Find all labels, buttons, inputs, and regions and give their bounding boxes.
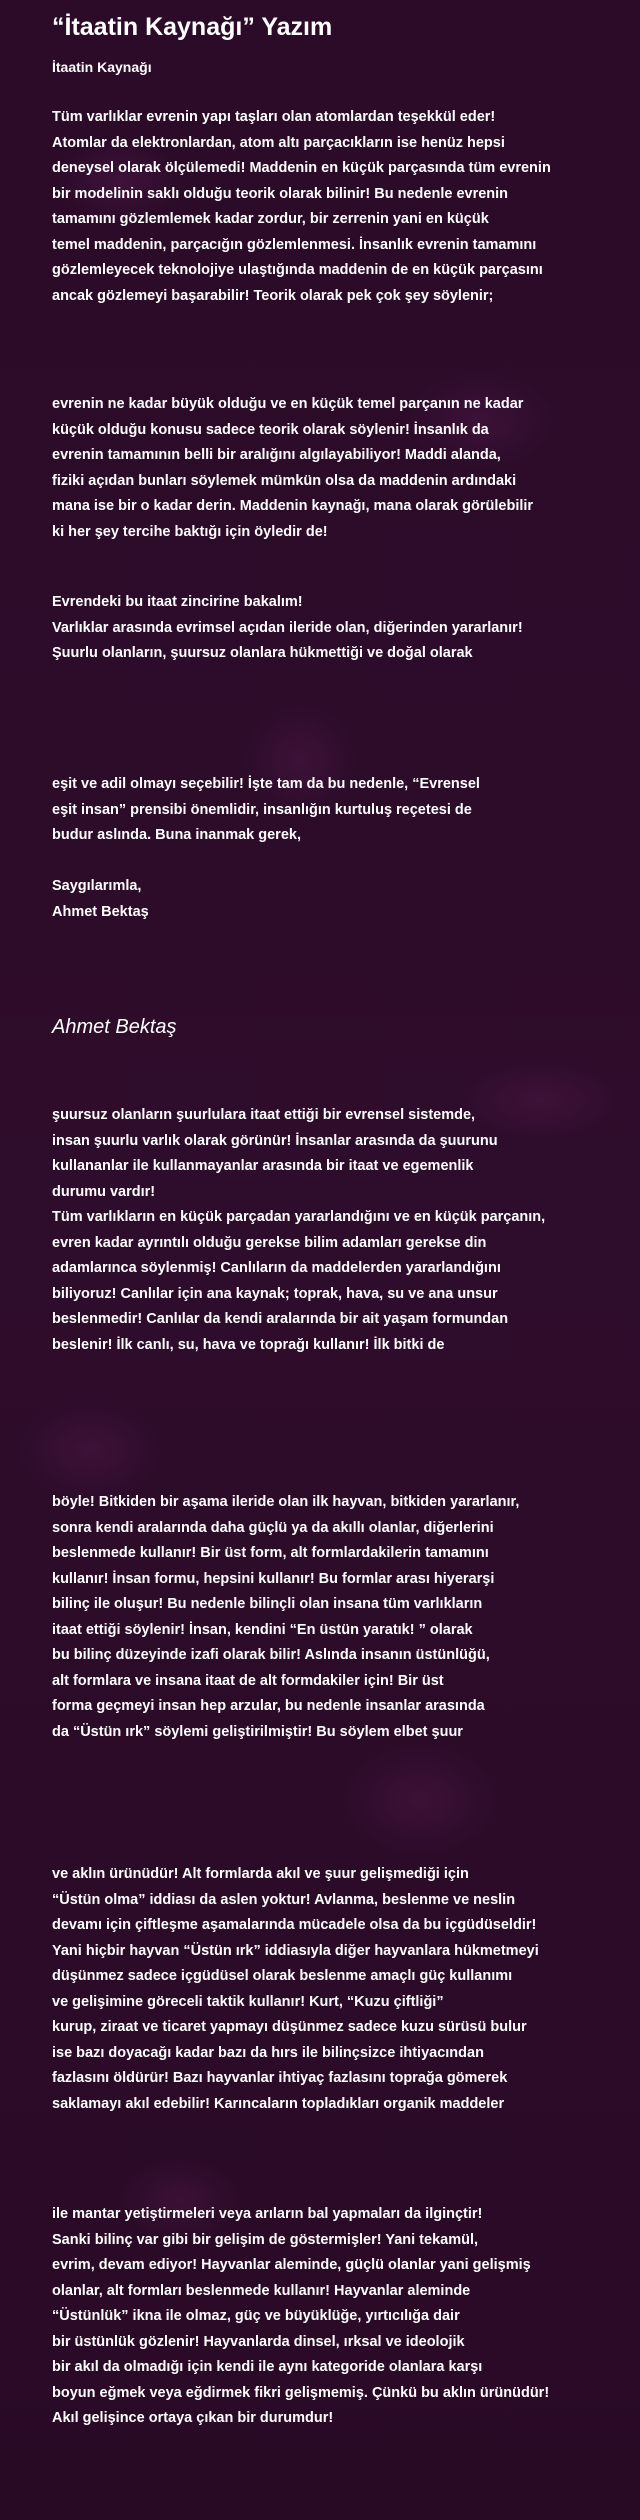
text-line: evrenin ne kadar büyük olduğu ve en küçük temel parçanın ne kadar: [52, 396, 524, 412]
text-line: da “Üstün ırk” söylemi geliştirilmiştir! Bu söylem elbet şuur: [52, 1723, 463, 1740]
text-line: Sanki bilinç var gibi bir gelişim de göstermişler! Yani tekamül,: [52, 2231, 479, 2248]
text-line: sonra kendi aralarında daha güçlü ya da akıllı olanlar, diğerlerini: [52, 1519, 494, 1536]
text-line: deneysel olarak ölçülemedi! Maddenin en küçük parçasında tüm evrenin: [52, 160, 551, 176]
text-line: temel maddenin, parçacığın gözlemlenmesi. İnsanlık evrenin tamamını: [52, 236, 537, 253]
text-line: eşit ve adil olmayı seçebilir! İşte tam da bu nedenle, “Evrensel: [52, 776, 480, 792]
text-line: alt formlara ve insana itaat de alt formdakiler için! Bir üst: [52, 1672, 444, 1689]
text-line: ve gelişimine göreceli taktik kullanır! Kurt, “Kuzu çiftliği”: [52, 1993, 444, 2010]
text-line: evrenin tamamının belli bir aralığını algılayabiliyor! Maddi alanda,: [52, 447, 501, 463]
poem-paragraph: [52, 1490, 519, 1745]
text-line: biliyoruz! Canlılar için ana kaynak; toprak, hava, su ve ana unsur: [52, 1285, 498, 1302]
text-line: fazlasını öldürür! Bazı hayvanlar ihtiyaç fazlasını toprağa gömerek: [52, 2070, 508, 2086]
text-line: boyun eğmek veya eğdirmek fikri gelişmemiş. Çünkü bu aklın ürünüdür!: [52, 2384, 550, 2401]
text-line: Yani hiçbir hayvan “Üstün ırk” iddiasıyla diğer hayvanlara hükmetmeyi: [52, 1942, 539, 1959]
text-line: saklamayı akıl edebilir! Karıncaların topladıkları organik maddeler: [52, 2095, 505, 2112]
text-line: ile mantar yetiştirmeleri veya arıların bal yapmaları da ilginçtir!: [52, 2206, 483, 2222]
text-line: gözlemleyecek teknolojiye ulaştığında maddenin de en küçük parçasını: [52, 262, 543, 278]
text-line: budur aslında. Buna inanmak gerek,: [52, 827, 301, 843]
text-line: evren kadar ayrıntılı olduğu gerekse bilim adamları gerekse din: [52, 1234, 487, 1251]
poem-title: “İtaatin Kaynağı” Yazım: [52, 13, 333, 41]
text-line: beslenmedir! Canlılar da kendi aralarında bir ait yaşam formundan: [52, 1311, 509, 1327]
text-line: kullananlar ile kullanmayanlar arasında bir itaat ve egemenlik: [52, 1158, 474, 1174]
text-line: Tüm varlıklar evrenin yapı taşları olan atomlardan teşekkül eder!: [52, 109, 496, 125]
text-line: kurup, ziraat ve ticaret yapmayı düşünmez sadece kuzu sürüsü bulur: [52, 2019, 527, 2035]
text-line: adamlarınca söylenmiş! Canlıların da maddelerden yararlandığını: [52, 1260, 501, 1276]
text-line: kullanır! İnsan formu, hepsini kullanır! Bu formlar arası hiyerarşi: [52, 1570, 495, 1587]
text-line: “Üstün olma” iddiası da aslen yoktur! Avlanma, beslenme ve neslin: [52, 1891, 516, 1908]
poem-paragraph: [52, 2202, 549, 2432]
text-line: küçük olduğu konusu sadece teorik olarak söylenir! İnsanlık da: [52, 421, 489, 438]
text-line: Varlıklar arasında evrimsel açıdan ileride olan, diğerinden yararlanır!: [52, 619, 523, 636]
poem-paragraph: [52, 105, 551, 309]
text-line: Evrendeki bu itaat zincirine bakalım!: [52, 594, 303, 610]
text-line: fiziki açıdan bunları söylemek mümkün olsa da maddenin ardındaki: [52, 472, 517, 489]
poem-paragraph: [52, 1862, 539, 2117]
author-signature: Ahmet Bektaş: [52, 1016, 177, 1038]
text-line: şuursuz olanların şuurlulara itaat ettiği bir evrensel sistemde,: [52, 1107, 476, 1123]
text-line: Şuurlu olanların, şuursuz olanlara hükmettiği ve doğal olarak: [52, 645, 473, 661]
poem-paragraph: [52, 1103, 545, 1358]
text-line: bu bilinç düzeyinde izafi olarak bilir! Aslında insanın üstünlüğü,: [52, 1647, 490, 1663]
text-line: ise bazı doyacağı kadar bazı da hırs ile bilinçsizce ihtiyacından: [52, 2044, 484, 2061]
poem-subtitle: İtaatin Kaynağı: [52, 59, 152, 75]
text-line: Akıl gelişince ortaya çıkan bir durumdur!: [52, 2410, 334, 2426]
text-line: tamamını gözlemlemek kadar zordur, bir zerrenin yani en küçük: [52, 211, 489, 227]
text-line: Atomlar da elektronlardan, atom altı parçacıkların ise henüz hepsi: [52, 134, 505, 151]
text-line: düşünmez sadece içgüdüsel olarak beslenme amaçlı güç kullanımı: [52, 1968, 513, 1984]
text-line: bir modelinin saklı olduğu teorik olarak bilinir! Bu nedenle evrenin: [52, 185, 509, 202]
text-line: böyle! Bitkiden bir aşama ileride olan ilk hayvan, bitkiden yararlanır,: [52, 1494, 520, 1510]
text-line: insan şuurlu varlık olarak görünür! İnsanlar arasında da şuurunu: [52, 1132, 498, 1149]
text-line: ancak gözlemeyi başarabilir! Teorik olarak pek çok şey söylenir;: [52, 287, 494, 304]
text-line: bir akıl da olmadığı için kendi ile aynı kategoride olanlara karşı: [52, 2359, 483, 2375]
text-line: ve aklın ürünüdür! Alt formlarda akıl ve şuur gelişmediği için: [52, 1866, 469, 1882]
text-line: evrim, devam ediyor! Hayvanlar aleminde, güçlü olanlar yani gelişmiş: [52, 2257, 531, 2273]
poem-paragraph: [52, 772, 480, 849]
text-line: bir üstünlük gözlenir! Hayvanlarda dinsel, ırksal ve ideolojik: [52, 2333, 465, 2350]
poem-paragraph: [52, 590, 523, 667]
text-line: itaat ettiği söylenir! İnsan, kendini “En üstün yaratık! ” olarak: [52, 1621, 473, 1638]
poem-paragraph: [52, 392, 533, 545]
text-line: ki her şey tercihe baktığı için öyledir de!: [52, 523, 328, 540]
text-line: Tüm varlıkların en küçük parçadan yararlandığını ve en küçük parçanın,: [52, 1209, 546, 1225]
poem-closing: [52, 874, 149, 925]
text-line: forma geçmeyi insan hep arzular, bu nedenle insanlar arasında: [52, 1698, 485, 1714]
text-line: devamı için çiftleşme aşamalarında mücadele olsa da bu içgüdüseldir!: [52, 1917, 537, 1933]
text-line: olanlar, alt formları beslenmede kullanır! Hayvanlar aleminde: [52, 2282, 471, 2299]
text-line: beslenmede kullanır! Bir üst form, alt formlardakilerin tamamını: [52, 1545, 489, 1561]
text-line: Ahmet Bektaş: [52, 903, 149, 920]
text-line: beslenir! İlk canlı, su, hava ve toprağı kullanır! İlk bitki de: [52, 1336, 445, 1353]
text-line: “Üstünlük” ikna ile olmaz, güç ve büyüklüğe, yırtıcılığa dair: [52, 2308, 460, 2324]
text-line: mana ise bir o kadar derin. Maddenin kaynağı, mana olarak görülebilir: [52, 498, 534, 514]
text-line: eşit insan” prensibi önemlidir, insanlığın kurtuluş reçetesi de: [52, 801, 472, 818]
text-line: Saygılarımla,: [52, 878, 142, 894]
text-line: bilinç ile oluşur! Bu nedenle bilinçli olan insana tüm varlıkların: [52, 1596, 483, 1612]
text-line: durumu vardır!: [52, 1183, 156, 1200]
